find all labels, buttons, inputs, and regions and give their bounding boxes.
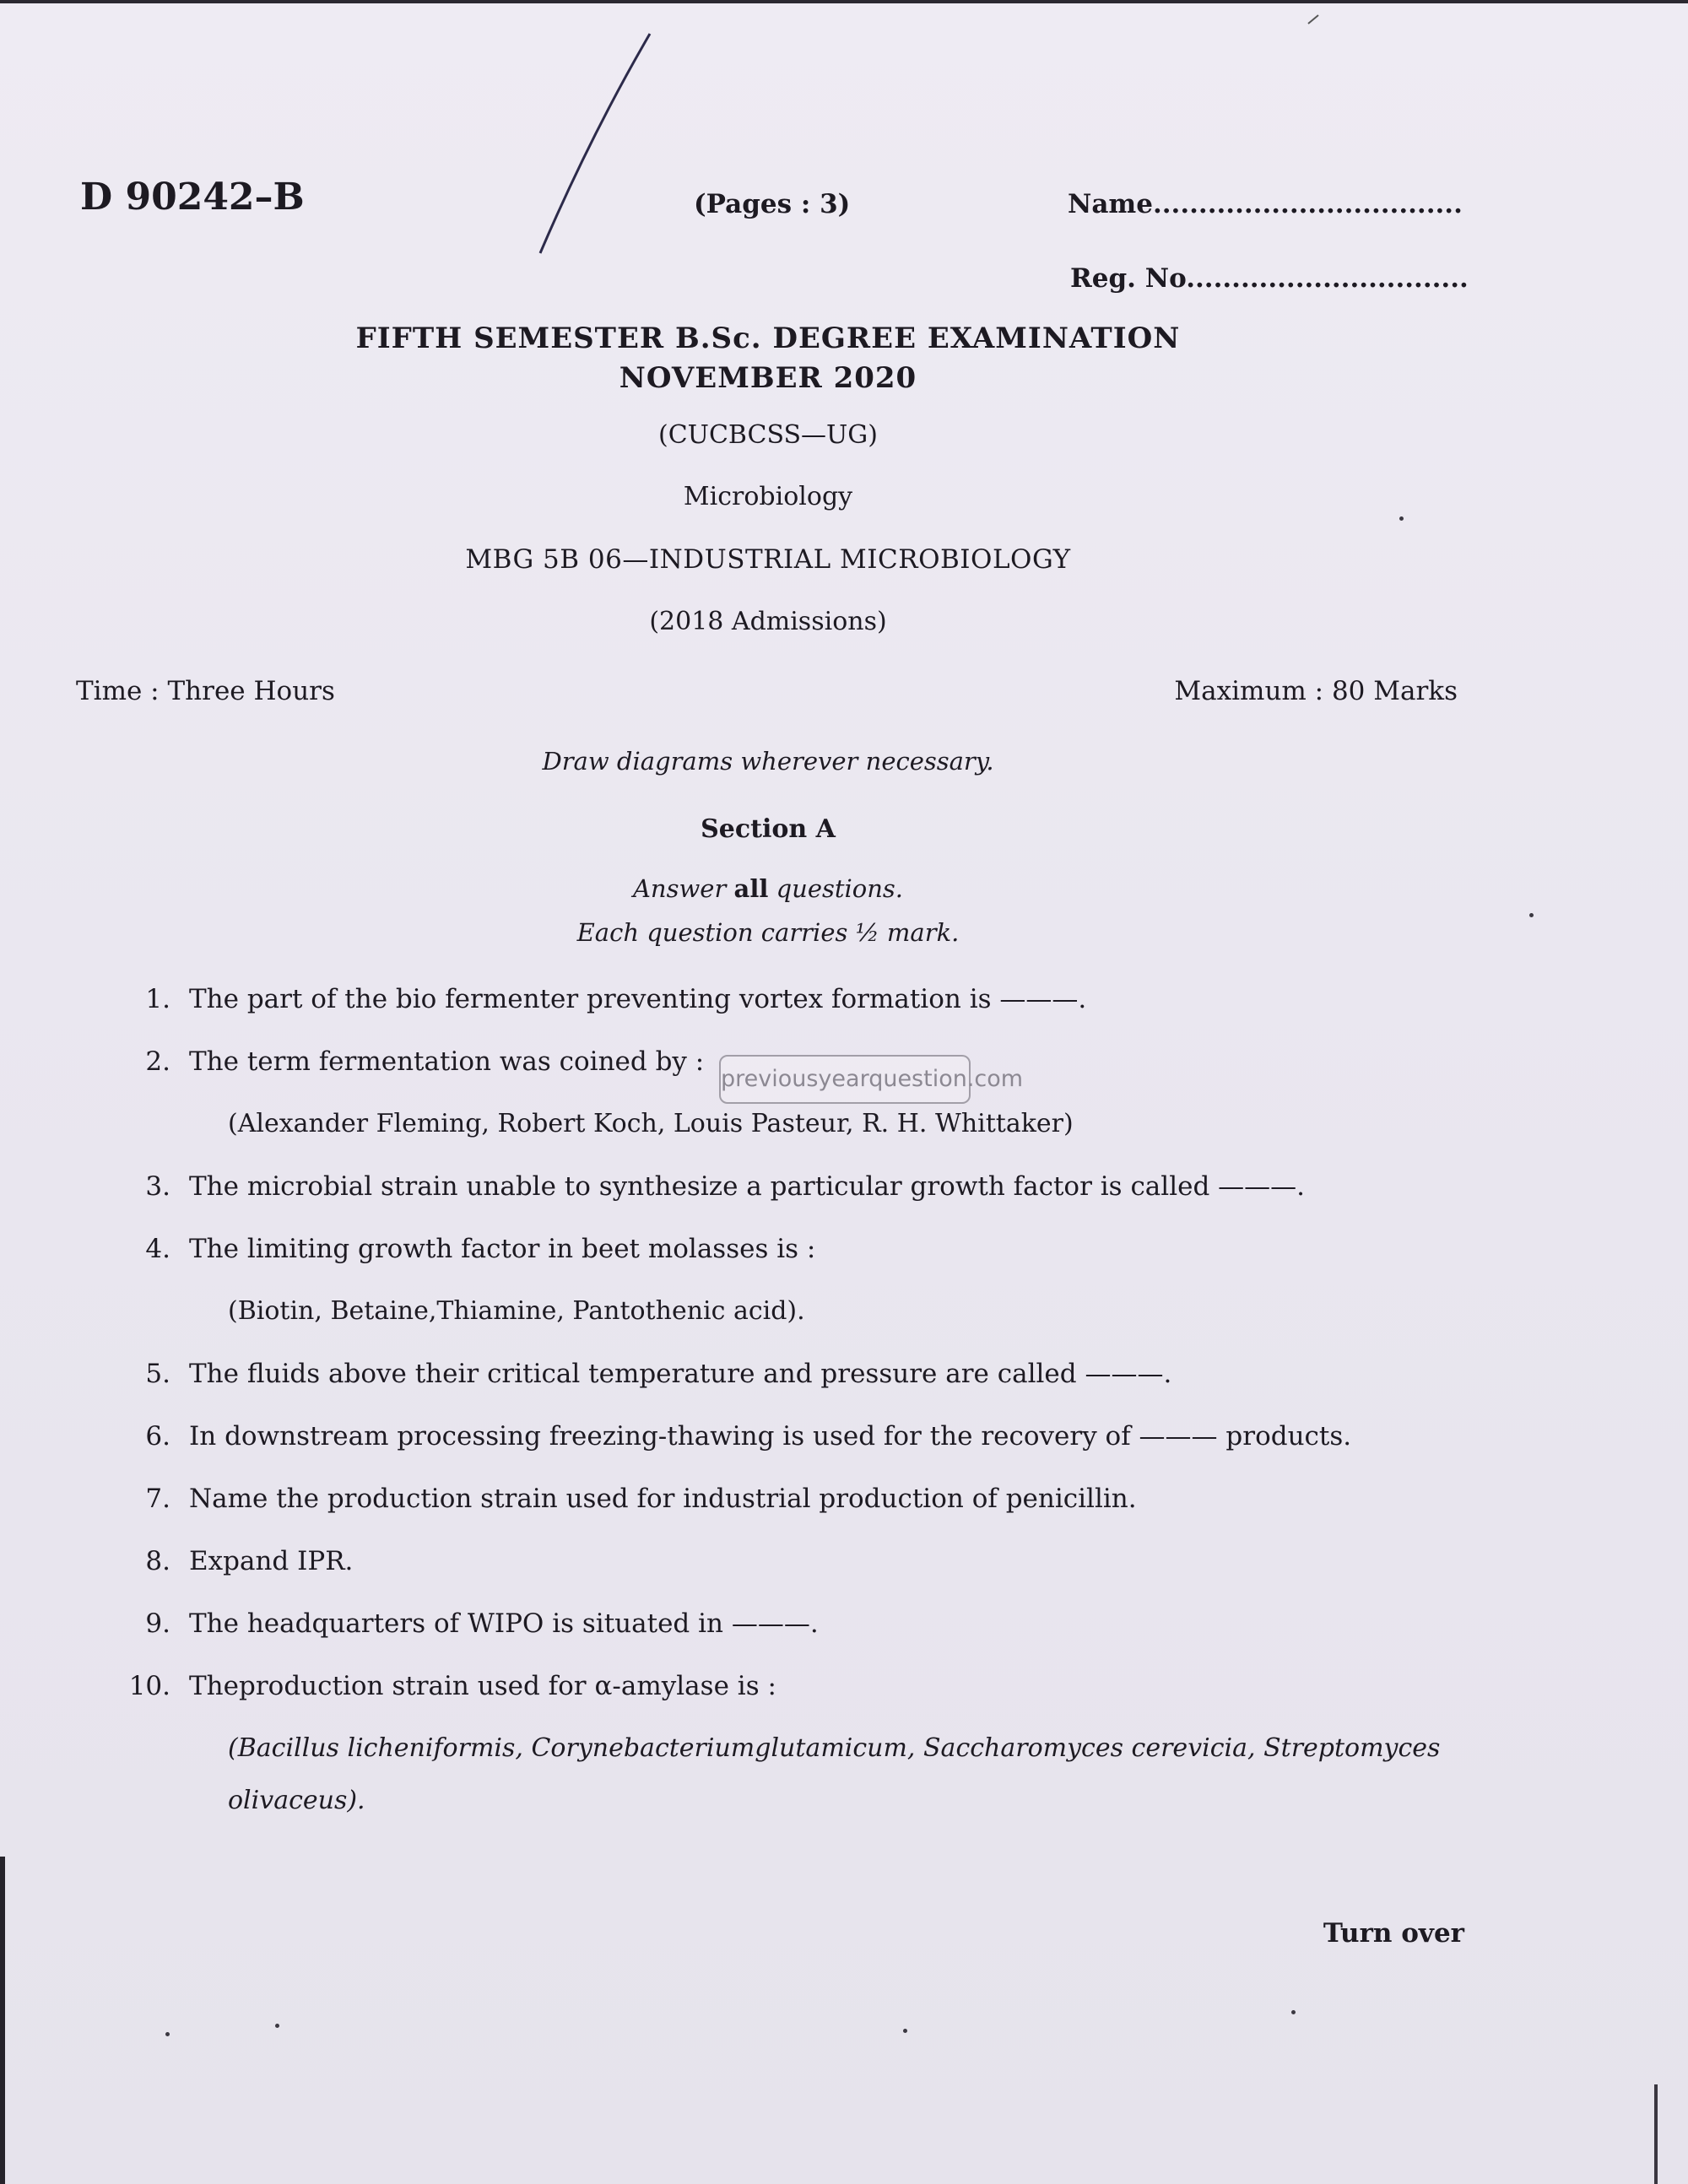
question-4 xyxy=(101,1234,815,1264)
question-2 xyxy=(101,1046,704,1077)
exam-subject: Microbiology xyxy=(683,482,853,511)
question-number: 10. xyxy=(128,1671,170,1701)
scan-speck xyxy=(1291,2010,1296,2014)
page-count: (Pages : 3) xyxy=(694,189,851,219)
question-text: Name the production strain used for industrial production of penicillin. xyxy=(189,1484,1137,1514)
question-2-options: (Alexander Fleming, Robert Koch, Louis Pasteur, R. H. Whittaker) xyxy=(228,1109,1074,1138)
question-number: 7. xyxy=(145,1484,170,1514)
question-10-options-line2: olivaceus). xyxy=(228,1786,365,1815)
exam-scheme: (CUCBCSS—UG) xyxy=(658,420,878,450)
question-text: Expand IPR. xyxy=(189,1546,354,1576)
question-7 xyxy=(101,1484,1137,1514)
question-number: 8. xyxy=(145,1546,170,1576)
question-text: The part of the bio fermenter preventing vortex formation is ———. xyxy=(189,984,1087,1014)
exam-session: NOVEMBER 2020 xyxy=(619,361,917,395)
exam-title: FIFTH SEMESTER B.Sc. DEGREE EXAMINATION xyxy=(355,322,1181,355)
scan-speck xyxy=(903,2029,907,2033)
maximum-marks: Maximum : 80 Marks xyxy=(1174,676,1458,706)
question-6 xyxy=(101,1421,1351,1451)
section-heading: Section A xyxy=(701,814,836,844)
answer-all: all xyxy=(733,874,769,903)
scan-bottom-edge xyxy=(1654,2084,1658,2184)
question-text: In downstream processing freezing-thawing is used for the recovery of ——— products. xyxy=(189,1421,1352,1451)
question-3 xyxy=(101,1171,1305,1202)
question-10 xyxy=(101,1671,776,1701)
question-number: 2. xyxy=(145,1046,170,1077)
question-number: 9. xyxy=(145,1608,170,1639)
answer-prefix: Answer xyxy=(632,874,727,903)
scan-speck xyxy=(1399,516,1404,521)
question-text: The headquarters of WIPO is situated in ———. xyxy=(189,1608,819,1639)
question-number: 3. xyxy=(145,1171,170,1202)
question-number: 6. xyxy=(145,1421,170,1451)
name-field: Name.................................. xyxy=(1068,189,1463,219)
reg-no-field: Reg. No............................... xyxy=(1070,263,1469,294)
question-text: The term fermentation was coined by : xyxy=(189,1046,705,1077)
question-number: 1. xyxy=(145,984,170,1014)
turn-over-note: Turn over xyxy=(1323,1918,1464,1949)
watermark-stamp: previousyearquestion.com xyxy=(719,1055,971,1104)
question-10-options-line1: (Bacillus licheniformis, Corynebacteriumglutamicum, Saccharomyces cerevicia, Streptomyces xyxy=(228,1733,1441,1763)
scan-speck xyxy=(1529,913,1534,917)
scan-left-edge xyxy=(0,1857,5,2184)
question-number: 4. xyxy=(145,1234,170,1264)
question-text: The fluids above their critical temperature and pressure are called ———. xyxy=(189,1359,1172,1389)
question-1 xyxy=(101,984,1086,1014)
answer-suffix: questions. xyxy=(776,874,904,903)
diagram-instruction: Draw diagrams wherever necessary. xyxy=(542,747,994,776)
question-text: The microbial strain unable to synthesize a particular growth factor is called ———. xyxy=(189,1171,1306,1202)
question-8 xyxy=(101,1546,353,1576)
marks-instruction: Each question carries ½ mark. xyxy=(576,918,960,947)
exam-duration: Time : Three Hours xyxy=(76,676,335,706)
admissions-year: (2018 Admissions) xyxy=(649,607,887,636)
scan-top-edge xyxy=(0,0,1688,3)
question-text: Theproduction strain used for α-amylase is : xyxy=(189,1671,776,1701)
scan-speck xyxy=(165,2032,170,2036)
scan-speck xyxy=(275,2024,279,2028)
question-5 xyxy=(101,1359,1171,1389)
answer-instruction xyxy=(321,874,1215,903)
question-9 xyxy=(101,1608,819,1639)
paper-code: D 90242–B xyxy=(80,176,305,219)
question-text: The limiting growth factor in beet molasses is : xyxy=(189,1234,816,1264)
question-number: 5. xyxy=(145,1359,170,1389)
question-4-options: (Biotin, Betaine,Thiamine, Pantothenic acid). xyxy=(228,1296,805,1326)
course-title: MBG 5B 06—INDUSTRIAL MICROBIOLOGY xyxy=(465,544,1071,575)
